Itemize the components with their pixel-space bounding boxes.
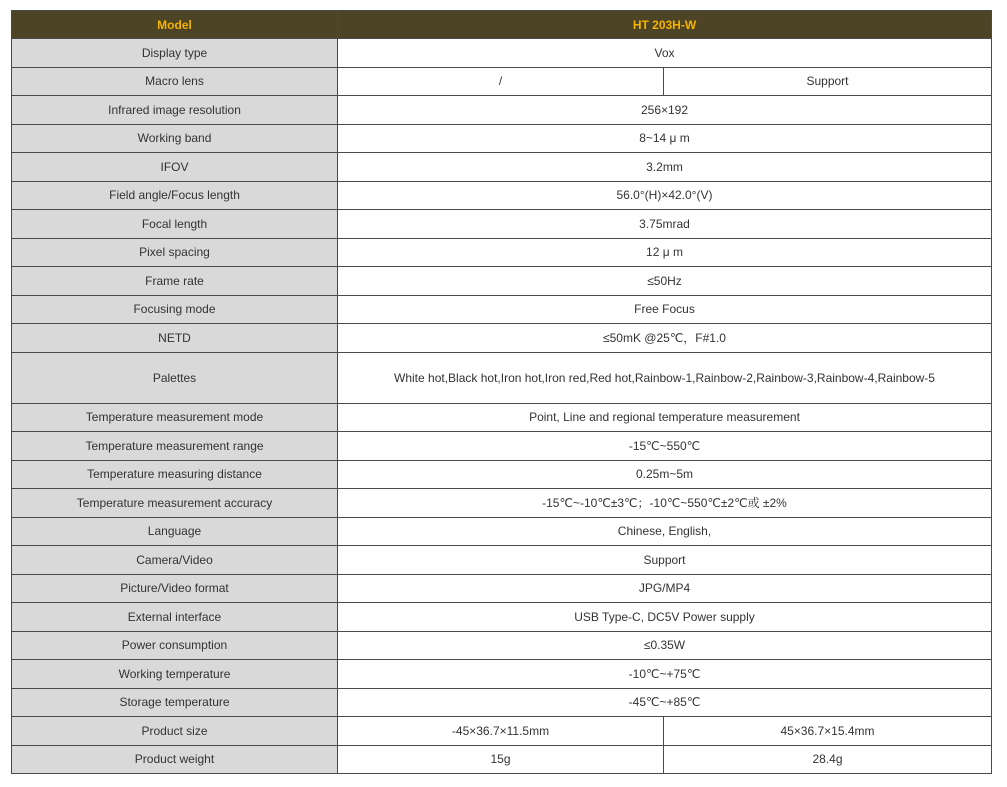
spec-row-temp-mode xyxy=(12,403,992,432)
spec-row-language xyxy=(12,517,992,546)
spec-value: White hot,Black hot,Iron hot,Iron red,Red hot,Rainbow-1,Rainbow-2,Rainbow-3,Rainbow-4,Rainbow-5 xyxy=(338,352,992,403)
spec-label: Temperature measurement range xyxy=(12,432,338,461)
spec-row-working-temperature xyxy=(12,660,992,689)
spec-row-focusing-mode xyxy=(12,295,992,324)
spec-value: ≤50Hz xyxy=(338,267,992,296)
spec-row-frame-rate xyxy=(12,267,992,296)
spec-label: Display type xyxy=(12,39,338,68)
spec-label: Temperature measuring distance xyxy=(12,460,338,489)
spec-row-ifov xyxy=(12,153,992,182)
spec-label: Product size xyxy=(12,717,338,746)
header-model-value: HT 203H-W xyxy=(338,11,992,39)
spec-value: -15℃~-10℃±3℃；-10℃~550℃±2℃或 ±2% xyxy=(338,489,992,518)
spec-label: NETD xyxy=(12,324,338,353)
spec-label: Palettes xyxy=(12,352,338,403)
spec-value: -15℃~550℃ xyxy=(338,432,992,461)
spec-value: Vox xyxy=(338,39,992,68)
spec-row-media-format xyxy=(12,574,992,603)
spec-value: Chinese, English, xyxy=(338,517,992,546)
spec-value: 12 μ m xyxy=(338,238,992,267)
spec-value: 256×192 xyxy=(338,96,992,125)
spec-label: Temperature measurement accuracy xyxy=(12,489,338,518)
header-label: Model xyxy=(12,11,338,39)
spec-value: 0.25m~5m xyxy=(338,460,992,489)
spec-row-product-size xyxy=(12,717,992,746)
spec-label: Field angle/Focus length xyxy=(12,181,338,210)
table-header-row xyxy=(12,11,992,39)
spec-value: ≤50mK @25℃，F#1.0 xyxy=(338,324,992,353)
spec-row-infrared-resolution xyxy=(12,96,992,125)
spec-value-variant-1: -45×36.7×11.5mm xyxy=(338,717,664,746)
spec-table xyxy=(11,10,992,774)
spec-label: Infrared image resolution xyxy=(12,96,338,125)
spec-label: Working band xyxy=(12,124,338,153)
spec-row-pixel-spacing xyxy=(12,238,992,267)
spec-label: Macro lens xyxy=(12,67,338,96)
spec-value: Free Focus xyxy=(338,295,992,324)
spec-value: 8~14 μ m xyxy=(338,124,992,153)
spec-row-netd xyxy=(12,324,992,353)
spec-row-working-band xyxy=(12,124,992,153)
spec-value: USB Type-C, DC5V Power supply xyxy=(338,603,992,632)
spec-label: Frame rate xyxy=(12,267,338,296)
spec-label: IFOV xyxy=(12,153,338,182)
spec-label: External interface xyxy=(12,603,338,632)
spec-value-variant-2: 28.4g xyxy=(664,745,992,774)
spec-row-temp-distance xyxy=(12,460,992,489)
spec-row-storage-temperature xyxy=(12,688,992,717)
spec-row-macro-lens xyxy=(12,67,992,96)
spec-value: Support xyxy=(338,546,992,575)
spec-label: Focusing mode xyxy=(12,295,338,324)
spec-row-power-consumption xyxy=(12,631,992,660)
spec-label: Picture/Video format xyxy=(12,574,338,603)
spec-value: 56.0°(H)×42.0°(V) xyxy=(338,181,992,210)
spec-value-variant-1: 15g xyxy=(338,745,664,774)
spec-value-variant-2: Support xyxy=(664,67,992,96)
spec-label: Storage temperature xyxy=(12,688,338,717)
spec-value: -45℃~+85℃ xyxy=(338,688,992,717)
spec-label: Power consumption xyxy=(12,631,338,660)
spec-value: JPG/MP4 xyxy=(338,574,992,603)
spec-row-temp-range xyxy=(12,432,992,461)
spec-value-variant-2: 45×36.7×15.4mm xyxy=(664,717,992,746)
spec-row-display-type xyxy=(12,39,992,68)
spec-value: 3.75mrad xyxy=(338,210,992,239)
spec-label: Focal length xyxy=(12,210,338,239)
spec-row-camera-video xyxy=(12,546,992,575)
spec-row-product-weight xyxy=(12,745,992,774)
spec-value: -10℃~+75℃ xyxy=(338,660,992,689)
spec-label: Temperature measurement mode xyxy=(12,403,338,432)
spec-label: Language xyxy=(12,517,338,546)
spec-value: ≤0.35W xyxy=(338,631,992,660)
spec-row-field-angle xyxy=(12,181,992,210)
spec-value: 3.2mm xyxy=(338,153,992,182)
spec-row-external-interface xyxy=(12,603,992,632)
spec-row-temp-accuracy xyxy=(12,489,992,518)
spec-label: Camera/Video xyxy=(12,546,338,575)
spec-label: Pixel spacing xyxy=(12,238,338,267)
spec-label: Product weight xyxy=(12,745,338,774)
spec-value-variant-1: / xyxy=(338,67,664,96)
spec-value: Point, Line and regional temperature measurement xyxy=(338,403,992,432)
spec-row-focal-length xyxy=(12,210,992,239)
spec-row-palettes xyxy=(12,352,992,403)
spec-label: Working temperature xyxy=(12,660,338,689)
